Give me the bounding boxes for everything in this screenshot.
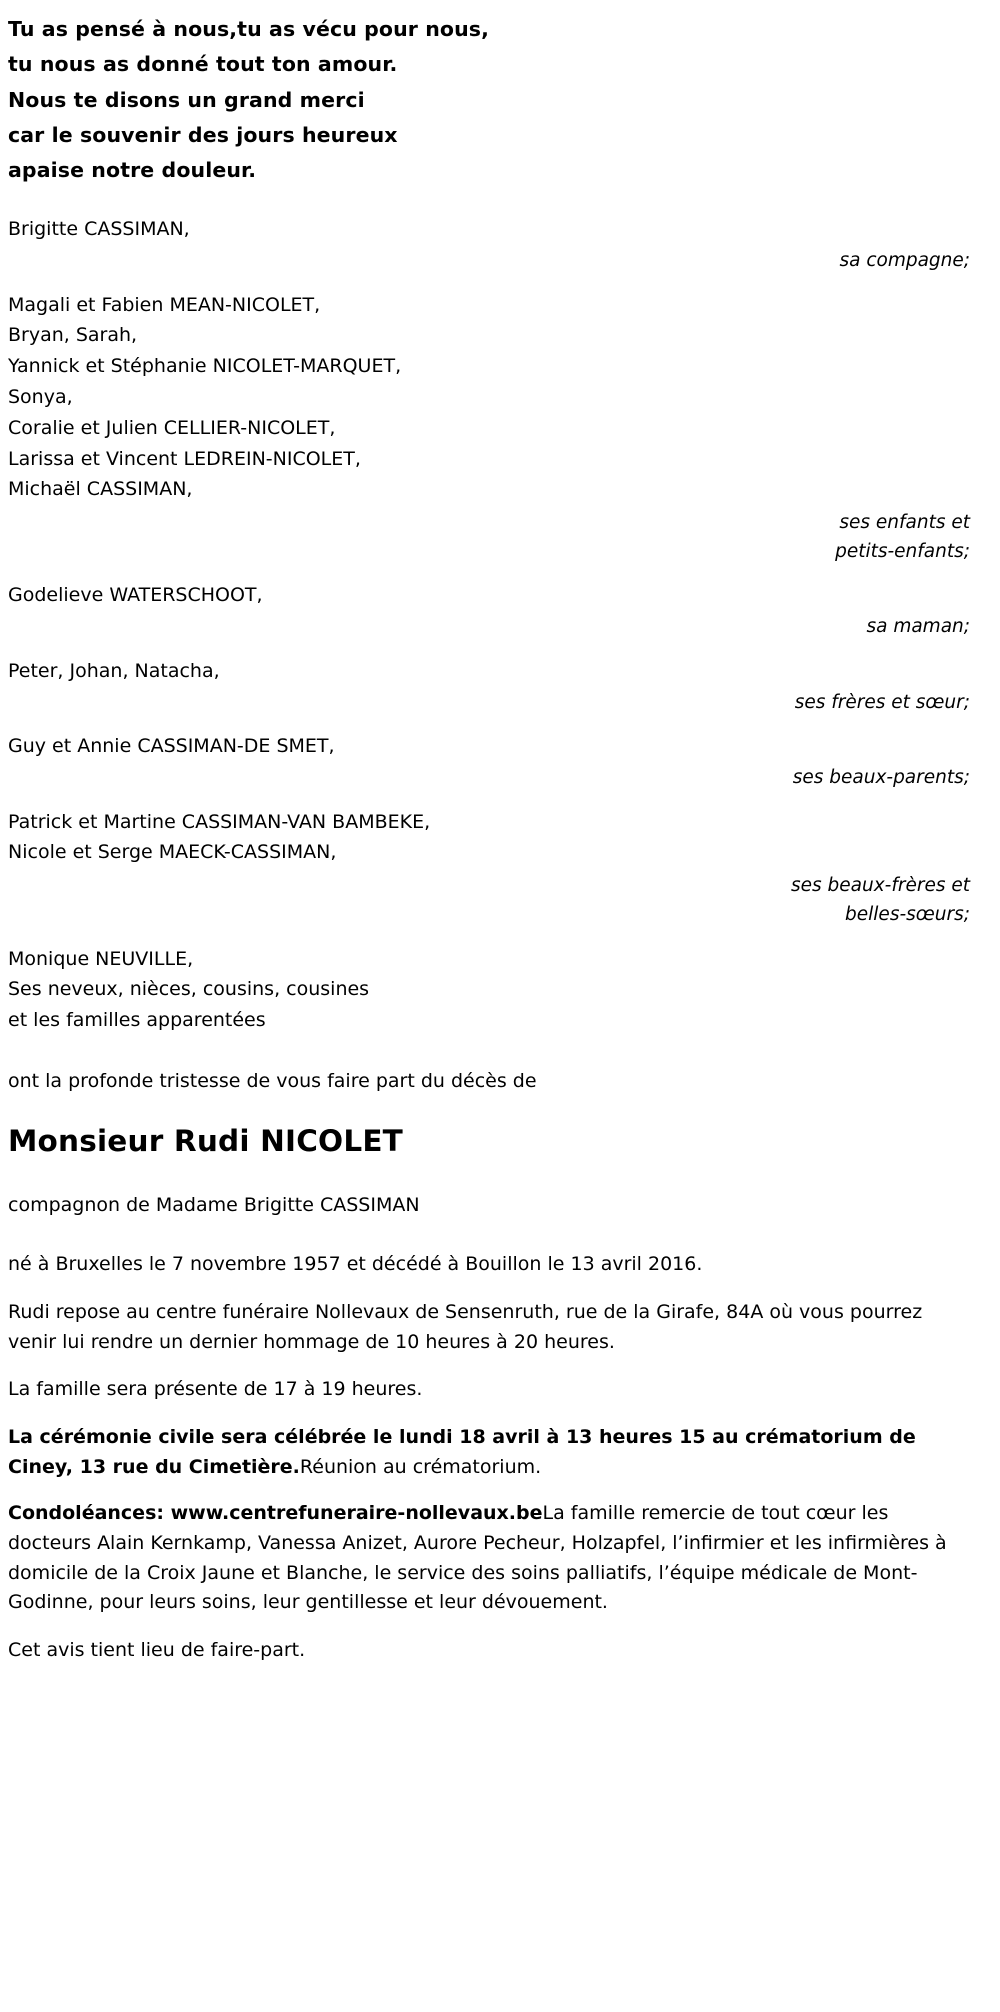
family-member-name: Godelieve WATERSCHOOT, [8, 584, 263, 607]
relation-label-line: ses beaux-frères et [791, 875, 970, 897]
family-member-name: Nicole et Serge MAECK-CASSIMAN, [8, 841, 337, 864]
family-group [8, 807, 972, 930]
relation-label: ses beaux-parents; [792, 767, 970, 789]
family-member-name: Sonya, [8, 385, 73, 408]
partner-line: compagnon de Madame Brigitte CASSIMAN [8, 1193, 420, 1216]
deceased-name: Monsieur Rudi NICOLET [8, 1123, 404, 1158]
relation-label: ses frères et sœur; [794, 691, 970, 713]
poem-line: car le souvenir des jours heureux [8, 122, 398, 147]
family-group [8, 656, 972, 717]
family-names [8, 580, 972, 611]
relation-label [8, 872, 972, 929]
relation-label: sa compagne; [839, 250, 970, 272]
family-names [8, 731, 972, 762]
family-member-name: Coralie et Julien CELLIER-NICOLET, [8, 416, 336, 439]
family-member-name: Monique NEUVILLE, [8, 947, 194, 970]
family-member-name: Magali et Fabien MEAN-NICOLET, [8, 293, 321, 316]
family-names [8, 944, 972, 1036]
family-presence-info: La famille sera présente de 17 à 19 heures. [8, 1378, 423, 1401]
ceremony-info [8, 1423, 972, 1483]
repose-info: Rudi repose au centre funéraire Nollevaux de Sensenruth, rue de la Girafe, 84A où vous pourrez venir lui rendre un dernier hommage de 10 heures à 20 heures. [8, 1300, 929, 1353]
family-group [8, 290, 972, 567]
family-member-name: Yannick et Stéphanie NICOLET-MARQUET, [8, 355, 402, 378]
family-names [8, 656, 972, 687]
family-member-name: Ses neveux, nièces, cousins, cousines [8, 978, 370, 1001]
relation-label: sa maman; [866, 616, 970, 638]
family-group [8, 214, 972, 275]
birth-death-line: né à Bruxelles le 7 novembre 1957 et décédé à Bouillon le 13 avril 2016. [8, 1252, 703, 1275]
family-member-name: Michaël CASSIMAN, [8, 478, 193, 501]
relation-label-line: belles-sœurs; [845, 903, 970, 925]
announcement-intro: ont la profonde tristesse de vous faire part du décès de [8, 1069, 537, 1092]
ceremony-remainder: Réunion au crématorium. [299, 1456, 542, 1479]
relation-label [8, 509, 972, 566]
family-names [8, 290, 972, 505]
family-group [8, 944, 972, 1036]
family-names [8, 807, 972, 869]
family-group [8, 580, 972, 641]
service-details [8, 1250, 972, 1666]
memorial-poem [8, 12, 972, 188]
condolences-info [8, 1499, 972, 1618]
family-member-name: Patrick et Martine CASSIMAN-VAN BAMBEKE, [8, 810, 431, 833]
poem-line: Tu as pensé à nous,tu as vécu pour nous, [8, 17, 489, 41]
thanks-text: La famille remercie de tout cœur les docteurs Alain Kernkamp, Vanessa Anizet, Aurore Pecheur, Holzapfel, l’infirmier et les infirmières à domicile de la Croix Jaune et Blanche, le service des soins palliatifs, l’équipe médicale de Mont-Godinne, pour leurs soins, leur gentillesse et leur dévouement. [8, 1501, 953, 1614]
family-member-name: Guy et Annie CASSIMAN-DE SMET, [8, 735, 335, 758]
family-member-name: Bryan, Sarah, [8, 324, 138, 347]
family-member-name: et les familles apparentées [8, 1009, 266, 1032]
ceremony-highlight: La cérémonie civile sera célébrée le lundi 18 avril à 13 heures 15 au crématorium de Ciney, 13 rue du Cimetière. [8, 1426, 923, 1479]
relation-label-line: ses enfants et [839, 512, 970, 534]
poem-line: Nous te disons un grand merci [8, 87, 365, 112]
family-member-name: Brigitte CASSIMAN, [8, 218, 190, 241]
family-member-name: Peter, Johan, Natacha, [8, 659, 220, 682]
family-list [8, 214, 972, 1036]
closing-note: Cet avis tient lieu de faire-part. [8, 1639, 306, 1662]
poem-line: apaise notre douleur. [8, 158, 257, 182]
family-member-name: Larissa et Vincent LEDREIN-NICOLET, [8, 447, 361, 470]
relation-label-line: petits-enfants; [835, 540, 970, 562]
condolences-link[interactable]: Condoléances: www.centrefuneraire-nollevaux.be [8, 1501, 543, 1524]
poem-line: tu nous as donné tout ton amour. [8, 52, 398, 77]
family-names [8, 214, 972, 245]
family-group [8, 731, 972, 792]
